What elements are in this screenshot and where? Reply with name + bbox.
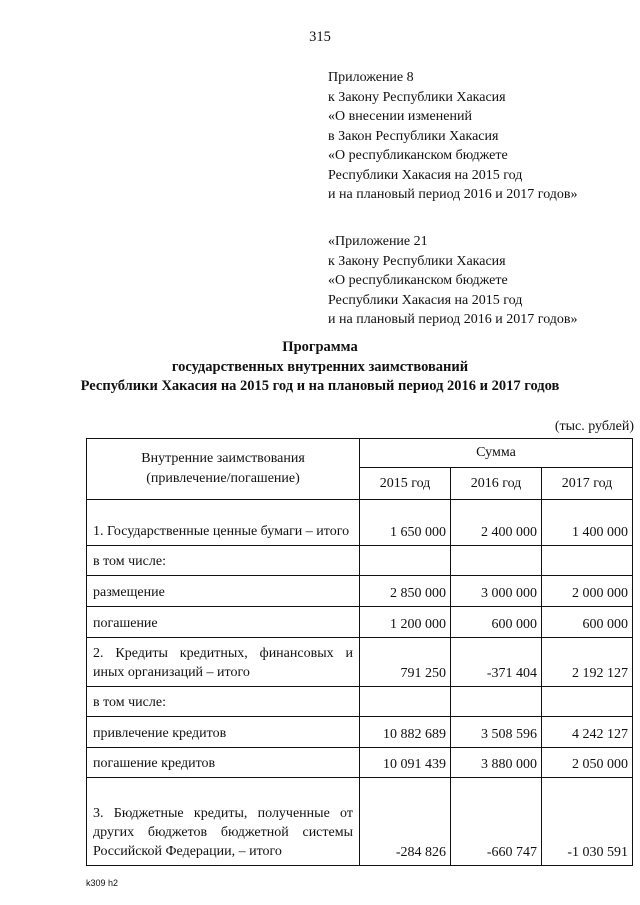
table-row	[87, 576, 633, 607]
table-row	[87, 778, 633, 866]
table-row	[87, 607, 633, 638]
appendix-8-line: в Закон Республики Хакасия	[328, 128, 499, 144]
appendix-8-heading	[328, 68, 578, 205]
document-title	[0, 338, 640, 397]
units-note: (тыс. рублей)	[554, 419, 634, 434]
value-2016: -660 747	[451, 778, 542, 866]
appendix-21-line: «Приложение 21	[328, 234, 428, 249]
row-label: 2. Кредиты кредитных, финансовых и иных организаций – итого	[87, 638, 360, 687]
row-label: в том числе:	[87, 546, 360, 576]
appendix-21-line: и на плановый период 2016 и 2017 годов»	[328, 312, 578, 327]
value-2015: 1 200 000	[360, 607, 451, 638]
row-label: размещение	[87, 576, 360, 607]
value-2015	[360, 546, 451, 576]
row-label: погашение кредитов	[87, 748, 360, 778]
table-row	[87, 500, 633, 546]
row-label: 3. Бюджетные кредиты, полученные от других бюджетов бюджетной системы Российской Федерации, – итого	[87, 778, 360, 866]
value-2016: 3 000 000	[451, 576, 542, 607]
header-borrowings	[87, 439, 360, 500]
appendix-8-line: Республики Хакасия на 2015 год	[328, 167, 523, 183]
page-number: 315	[309, 29, 331, 45]
value-2017: 1 400 000	[542, 500, 633, 546]
appendix-8-line: Приложение 8	[328, 70, 414, 85]
value-2016: 600 000	[451, 607, 542, 638]
value-2016: 3 508 596	[451, 717, 542, 748]
value-2015: -284 826	[360, 778, 451, 866]
header-borrowings-line: Внутренние заимствования	[141, 451, 305, 466]
value-2016: 3 880 000	[451, 748, 542, 778]
header-year: 2015 год	[360, 468, 451, 500]
value-2016: -371 404	[451, 638, 542, 687]
header-year: 2017 год	[542, 468, 633, 500]
row-label: погашение	[87, 607, 360, 638]
appendix-8-line: к Закону Республики Хакасия	[328, 89, 506, 105]
value-2016	[451, 687, 542, 717]
row-label: в том числе:	[87, 687, 360, 717]
appendix-8-line: «О республиканском бюджете	[328, 148, 508, 163]
value-2015: 10 091 439	[360, 748, 451, 778]
appendix-21-line: «О республиканском бюджете	[328, 273, 508, 288]
table-row	[87, 687, 633, 717]
table-row	[87, 638, 633, 687]
value-2017: -1 030 591	[542, 778, 633, 866]
value-2017: 600 000	[542, 607, 633, 638]
header-borrowings-line: (привлечение/погашение)	[146, 471, 300, 486]
table-row	[87, 748, 633, 778]
value-2017: 4 242 127	[542, 717, 633, 748]
value-2017	[542, 546, 633, 576]
appendix-8-line: и на плановый период 2016 и 2017 годов»	[328, 187, 578, 202]
value-2015: 791 250	[360, 638, 451, 687]
title-line: Программа	[282, 339, 358, 355]
footer-code: k309 h2	[86, 878, 119, 888]
value-2015: 10 882 689	[360, 717, 451, 748]
value-2016: 2 400 000	[451, 500, 542, 546]
value-2017: 2 000 000	[542, 576, 633, 607]
borrowings-table	[86, 438, 633, 866]
value-2016	[451, 546, 542, 576]
table-row	[87, 717, 633, 748]
title-line: Республики Хакасия на 2015 год и на плановый период 2016 и 2017 годов	[80, 378, 560, 394]
row-label: привлечение кредитов	[87, 717, 360, 748]
value-2017	[542, 687, 633, 717]
value-2017: 2 192 127	[542, 638, 633, 687]
value-2015	[360, 687, 451, 717]
value-2015: 1 650 000	[360, 500, 451, 546]
value-2015: 2 850 000	[360, 576, 451, 607]
title-line: государственных внутренних заимствований	[171, 358, 469, 375]
row-label: 1. Государственные ценные бумаги – итого	[87, 500, 360, 546]
appendix-8-line: «О внесении изменений	[328, 109, 472, 124]
table-row	[87, 546, 633, 576]
value-2017: 2 050 000	[542, 748, 633, 778]
appendix-21-line: Республики Хакасия на 2015 год	[328, 292, 523, 308]
header-sum: Сумма	[360, 439, 633, 468]
header-year: 2016 год	[451, 468, 542, 500]
appendix-21-heading	[328, 232, 578, 330]
appendix-21-line: к Закону Республики Хакасия	[328, 253, 506, 269]
